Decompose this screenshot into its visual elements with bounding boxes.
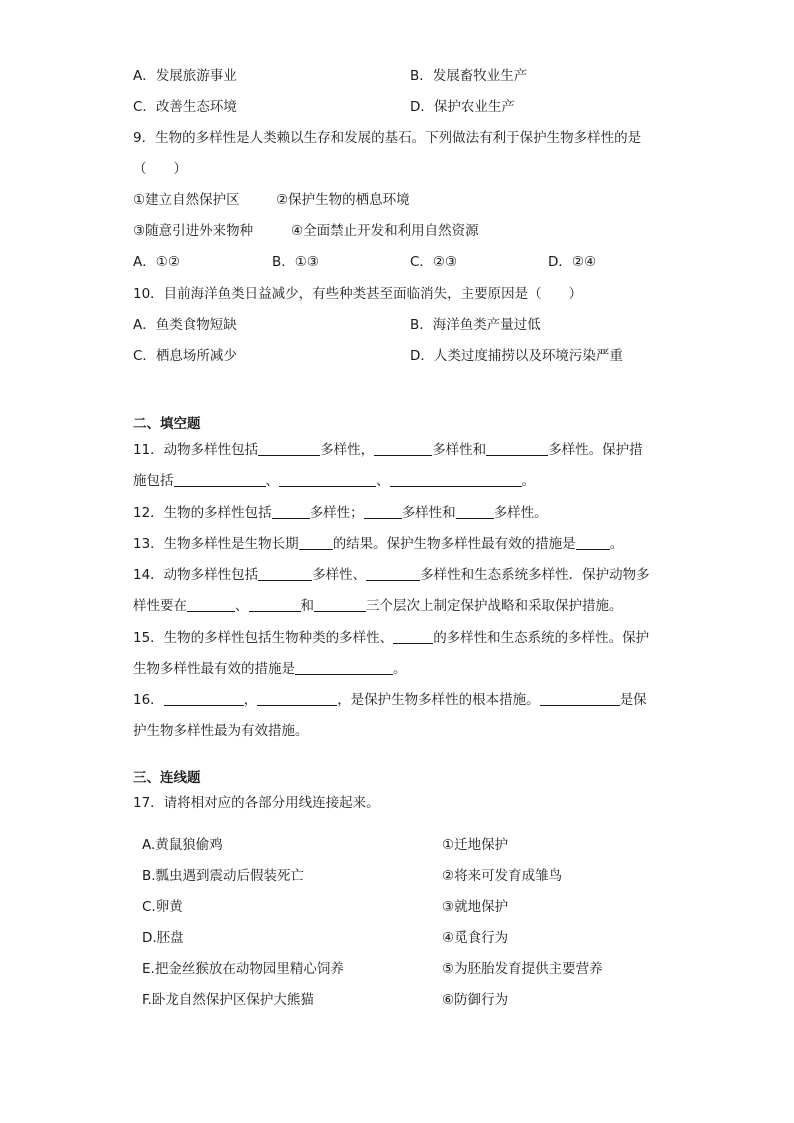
- answer-blank[interactable]: [164, 691, 244, 706]
- q9-item-1: ①建立自然保护区: [133, 192, 240, 208]
- q15-text: 。: [393, 661, 407, 677]
- q9-option-d: D．②④: [548, 254, 597, 270]
- match-right-item[interactable]: ⑤为胚胎发育提供主要营养: [442, 961, 603, 977]
- q8-option-b: B．发展畜牧业生产: [410, 68, 528, 84]
- q12-text: 12．生物的多样性包括: [133, 505, 272, 521]
- q9-answer-brackets: （ ）: [133, 161, 187, 177]
- q11-text: 多样性和: [432, 442, 487, 458]
- match-right-item[interactable]: ①迁地保护: [442, 837, 509, 853]
- q14-text: 多样性和生态系统多样性．保护动物多: [420, 567, 650, 583]
- answer-blank[interactable]: [279, 472, 376, 487]
- q11-line-2: [133, 471, 535, 491]
- q9-option-c: C．②③: [410, 254, 458, 270]
- q13-line: [133, 534, 623, 554]
- q15-text: 的多样性和生态系统的多样性。保护: [433, 630, 650, 646]
- answer-blank[interactable]: [258, 566, 312, 581]
- q12-text: 多样性和: [401, 505, 456, 521]
- q15-text: 生物多样性最有效的措施是: [133, 661, 295, 677]
- q16-text: ，是保护生物多样性的根本措施。: [337, 692, 540, 708]
- q8-option-a: A．发展旅游事业: [133, 68, 237, 84]
- match-left-item[interactable]: A.黄鼠狼偷鸡: [142, 837, 223, 853]
- answer-blank[interactable]: [272, 504, 310, 519]
- q11-text: 11．动物多样性包括: [133, 442, 259, 458]
- q8-option-c: C．改善生态环境: [133, 99, 237, 115]
- answer-blank[interactable]: [257, 691, 337, 706]
- section-matching-title: 三、连线题: [133, 770, 201, 786]
- answer-blank[interactable]: [174, 472, 266, 487]
- q14-text: 样性要在: [133, 598, 187, 614]
- q10-option-b: B．海洋鱼类产量过低: [410, 317, 541, 333]
- answer-blank[interactable]: [299, 535, 333, 550]
- q9-option-a: A．①②: [133, 254, 180, 270]
- q16-text: 是保: [619, 692, 647, 708]
- match-right-item[interactable]: ③就地保护: [442, 899, 509, 915]
- answer-blank[interactable]: [366, 566, 420, 581]
- match-left-item[interactable]: B.瓢虫遇到震动后假装死亡: [142, 868, 305, 884]
- answer-blank[interactable]: [258, 441, 320, 456]
- match-left-item[interactable]: F.卧龙自然保护区保护大熊猫: [142, 992, 314, 1008]
- q11-text: 施包括: [133, 473, 174, 489]
- answer-blank[interactable]: [187, 597, 235, 612]
- q16-text: ，: [243, 692, 258, 708]
- q14-text: 和: [300, 598, 314, 614]
- q13-text: 13．生物多样性是生物长期: [133, 536, 299, 552]
- q11-line-1: [133, 440, 643, 460]
- match-right-item[interactable]: ②将来可发育成雏鸟: [442, 868, 563, 884]
- answer-blank[interactable]: [390, 472, 522, 487]
- answer-blank[interactable]: [576, 535, 610, 550]
- q15-text: 15．生物的多样性包括生物种类的多样性、: [133, 630, 394, 646]
- match-left-item[interactable]: E.把金丝猴放在动物园里精心饲养: [142, 961, 344, 977]
- answer-blank[interactable]: [393, 629, 433, 644]
- answer-blank[interactable]: [374, 441, 432, 456]
- q10-stem: 10．目前海洋鱼类日益减少，有些种类甚至面临消失，主要原因是（ ）: [133, 286, 583, 302]
- q16-line-2: 护生物多样性最为有效措施。: [133, 723, 309, 739]
- q12-text: 多样性。: [493, 505, 548, 521]
- q8-option-d: D．保护农业生产: [410, 99, 515, 115]
- q16-line-1: [133, 690, 647, 710]
- match-right-item[interactable]: ⑥防御行为: [442, 992, 509, 1008]
- match-left-item[interactable]: C.卵黄: [142, 899, 183, 915]
- answer-blank[interactable]: [456, 504, 494, 519]
- section-fill-in-title: 二、填空题: [133, 416, 201, 432]
- q14-text: 多样性、: [312, 567, 367, 583]
- answer-blank[interactable]: [249, 597, 301, 612]
- q9-option-b: B．①③: [272, 254, 319, 270]
- q14-text: 、: [235, 598, 249, 614]
- q9-item-3: ③随意引进外来物种: [133, 223, 254, 239]
- q11-text: 、: [265, 473, 279, 489]
- answer-blank[interactable]: [540, 691, 620, 706]
- q9-item-2: ②保护生物的栖息环境: [276, 192, 410, 208]
- match-right-item[interactable]: ④觅食行为: [442, 930, 509, 946]
- answer-blank[interactable]: [364, 504, 402, 519]
- answer-blank[interactable]: [314, 597, 366, 612]
- q10-option-c: C．栖息场所减少: [133, 348, 237, 364]
- q12-text: 多样性；: [309, 505, 364, 521]
- q13-text: 。: [609, 536, 624, 552]
- q9-stem: 9．生物的多样性是人类赖以生存和发展的基石。下列做法有利于保护生物多样性的是: [133, 130, 642, 146]
- q11-text: 多样性，: [320, 442, 375, 458]
- answer-blank[interactable]: [486, 441, 548, 456]
- q11-text: 。: [521, 473, 535, 489]
- answer-blank[interactable]: [295, 660, 393, 675]
- q11-text: 多样性。保护措: [548, 442, 643, 458]
- q10-option-d: D．人类过度捕捞以及环境污染严重: [410, 348, 623, 364]
- q14-text: 三个层次上制定保护战略和采取保护措施。: [366, 598, 623, 614]
- q15-line-1: [133, 628, 649, 648]
- q13-text: 的结果。保护生物多样性最有效的措施是: [332, 536, 576, 552]
- q17-stem: 17．请将相对应的各部分用线连接起来。: [133, 795, 380, 811]
- q9-item-4: ④全面禁止开发和利用自然资源: [291, 223, 479, 239]
- q16-text: 16．: [133, 692, 164, 708]
- match-left-item[interactable]: D.胚盘: [142, 930, 184, 946]
- q10-option-a: A．鱼类食物短缺: [133, 317, 237, 333]
- q11-text: 、: [376, 473, 390, 489]
- q15-line-2: [133, 659, 407, 679]
- q14-line-2: [133, 596, 623, 616]
- q14-text: 14．动物多样性包括: [133, 567, 259, 583]
- q12-line: [133, 503, 548, 523]
- q14-line-1: [133, 565, 650, 585]
